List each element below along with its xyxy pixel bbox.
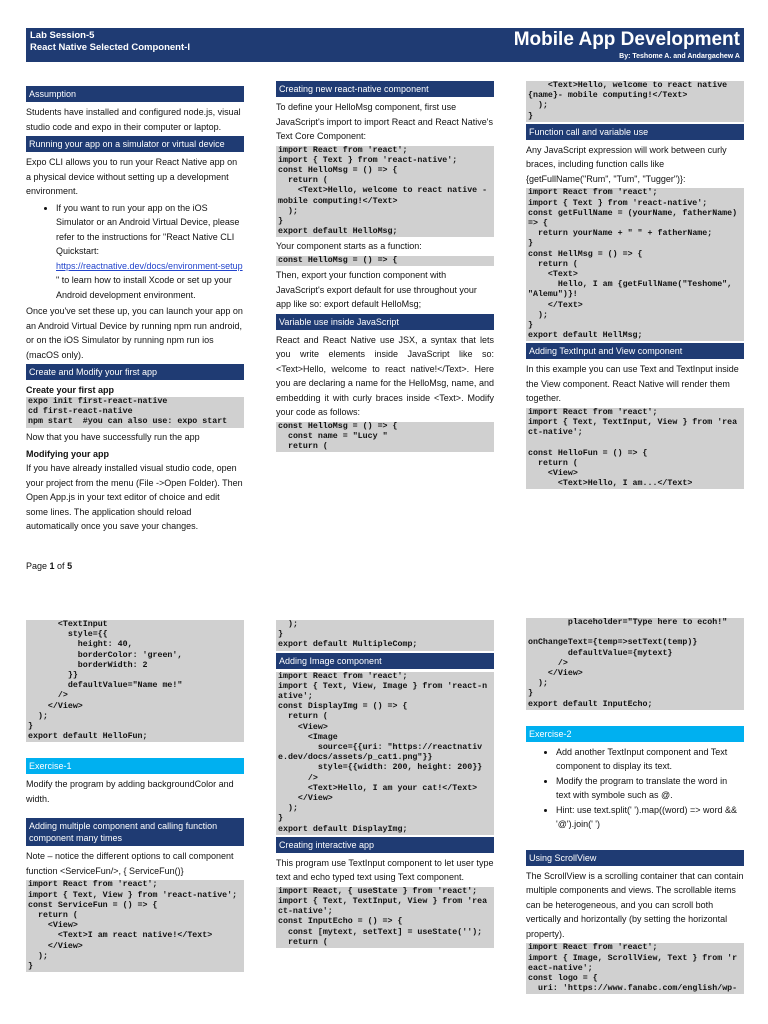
interactive-paragraph: This program use TextInput component to let user type text and echo typed text using Text component. <box>276 857 494 883</box>
environment-setup-link[interactable]: https://reactnative.dev/docs/environment-setup <box>56 260 243 271</box>
footer-current-page: 1 <box>49 561 55 571</box>
func-paragraph: Any JavaScript expression will work between curly braces, including function calls like {getFullName("Rum", "Tum", "Tugger")}: <box>526 144 727 184</box>
code-block-jsx-cont: <Text>Hello, welcome to react native {name}- mobile computing!</Text> ); } <box>526 81 744 122</box>
create-paragraph: Now that you have successfully run the app <box>26 431 200 442</box>
multiple-paragraph: Note – notice the different options to call component function <ServiceFun/>, { ServiceFun()} <box>26 851 234 876</box>
page-gap <box>0 576 768 600</box>
list-item: • Hint: use text.split(' ').map((word) => word && '@').join(' ') <box>556 803 744 832</box>
subhead-create-first: Create your first app <box>26 385 115 395</box>
section-image: Adding Image component <box>276 653 494 669</box>
code-block-func: import React from 'react'; import { Text } from 'react-native'; const getFullName = (yourName, fatherName) => { return yourName + " " + fatherName; } const HellMsg = () => { return ( <Text> Hello, I am {getFullName("Teshome", "Alemu")}! </Text> ); } export default HellMsg; <box>526 188 744 341</box>
section-scrollview: Using ScrollView <box>526 850 744 866</box>
topic-label: React Native Selected Component-I <box>30 42 190 53</box>
section-assumption: Assumption <box>26 86 244 102</box>
column-3 <box>526 81 744 491</box>
code-block-textinput-cont: <TextInput style={{ height: 40, borderColor: 'green', borderWidth: 2 }} defaultValue="Name me!" /> </View> ); } export default HelloFun; <box>26 620 244 742</box>
code-block-multiple-cont: ); } export default MultipleComp; <box>276 620 494 651</box>
code-block-image: import React from 'react'; import { Text, View, Image } from 'react-native'; const DisplayImg = () => { return ( <View> <Image source={{uri: "https://reactnative.dev/docs/assets/p_cat1.png"}} style={{width: 200, height: 200}} /> <Text>Hello, I am your cat!</Text> </View> ); } export default DisplayImg; <box>276 672 494 835</box>
list-item: • Add another TextInput component and Text component to display its text. <box>556 745 744 774</box>
section-interactive: Creating interactive app <box>276 837 494 853</box>
page-footer <box>26 561 72 571</box>
code-block-starts: const HelloMsg = () => { <box>276 256 494 266</box>
column-1 <box>26 86 244 536</box>
code-block-multiple: import React from 'react'; import { Text, View } from 'react-native'; const ServiceFun = () => { return ( <View> <Text>I am react native!</Text> </View> ); } <box>26 880 244 972</box>
export-paragraph: Then, export your function component with JavaScript's export default for use throughout your app like so: export default HelloMsg; <box>276 270 477 310</box>
section-variable-jsx: Variable use inside JavaScript <box>276 314 494 330</box>
define-paragraph: To define your HelloMsg component, first use JavaScript's import to import React and React Native's Text Core Component: <box>276 102 494 141</box>
page2-column-3 <box>526 618 744 996</box>
footer-prefix: Page <box>26 561 50 571</box>
scrollview-paragraph: The ScrollView is a scrolling container that can contain multiple components and views. The scrollable items can be heterogeneous, and you can scroll both vertically and horizontally (by setting the horizontal property). <box>526 870 744 939</box>
section-multiple: Adding multiple component and calling function component many times <box>26 818 244 846</box>
section-exercise-1: Exercise-1 <box>26 758 244 774</box>
page-header <box>26 28 744 62</box>
section-exercise-2: Exercise-2 <box>526 726 744 742</box>
jsx-paragraph: React and React Native use JSX, a syntax that lets you write elements inside JavaScript like so: <Text>Hello, welcome to react native!</Text>. Here you are declaring a name for the HelloMsg, name, and embedding it with curly braces inside <Text>. Modify your code as follows: <box>276 334 494 418</box>
code-block-create: expo init first-react-native cd first-react-native npm start #you can also use: expo start <box>26 397 244 428</box>
section-create-modify: Create and Modify your first app <box>26 364 244 380</box>
list-item <box>56 201 244 303</box>
assumption-paragraph: Students have installed and configured node.js, visual studio code and expo in their computer or laptop. <box>26 107 241 132</box>
course-title: Mobile App Development <box>513 29 740 50</box>
list-item: • Modify the program to translate the word in text with symbole such as @. <box>556 774 744 803</box>
code-block-jsx-start: const HelloMsg = () => { const name = "Lucy " return ( <box>276 422 494 453</box>
running-bullet-text-b: " to learn how to install Xcode or set up your Android development environment. <box>56 275 232 300</box>
column-2 <box>276 81 494 454</box>
code-block-interactive: import React, { useState } from 'react'; import { Text, TextInput, View } from 'react-native'; const InputEcho = () => { const [mytext, setText] = useState(''); return ( <box>276 887 494 948</box>
footer-mid: of <box>54 561 68 571</box>
textinput-paragraph: In this example you can use Text and TextInput inside the View component. React Native will render them together. <box>526 364 739 404</box>
starts-paragraph: Your component starts as a function: <box>276 241 422 252</box>
running-paragraph: Expo CLI allows you to run your React Native app on a physical device without setting up a development environment. <box>26 157 238 196</box>
code-block-hellomsg: import React from 'react'; import { Text } from 'react-native'; const HelloMsg = () => { return ( <Text>Hello, welcome to react native - mobile computing!</Text> ); } export default HelloMsg; <box>276 146 494 238</box>
code-block-textinput: import React from 'react'; import { Text, TextInput, View } from 'react-native'; const HelloFun = () => { return ( <View> <Text>Hello, I am...</Text> <box>526 408 744 490</box>
code-block-interactive-cont: placeholder="Type here to ecoh!" onChangeText={temp=>setText(temp)} defaultValue={mytext} /> </View> ); } export default InputEcho; <box>526 618 744 710</box>
running-bullet-text-a: If you want to run your app on the iOS Simulator or an Android Virtual Device, please refer to the instructions for "React Native CLI Quickstart: <box>56 202 240 256</box>
section-textinput-view: Adding TextInput and View component <box>526 343 744 359</box>
subhead-modifying: Modifying your app <box>26 449 109 460</box>
section-new-component: Creating new react-native component <box>276 81 494 97</box>
session-label: Lab Session-5 <box>30 30 95 41</box>
running-bullets <box>26 201 244 303</box>
modify-paragraph: If you have already installed visual studio code, open your project from the menu (File ->Open Folder). Then Open App.js in your text editor of choice and edit some lines. The application should reload automatically once you save your changes. <box>26 463 243 532</box>
authors-line: By: Teshome A. and Andargachew A <box>619 53 740 60</box>
code-block-scroll: import React from 'react'; import { Image, ScrollView, Text } from 'react-native'; const logo = { uri: 'https://www.fanabc.com/english/wp- <box>526 943 744 994</box>
exercise2-bullets <box>526 745 744 832</box>
page2-column-1 <box>26 620 244 974</box>
section-running: Running your app on a simulator or virtual device <box>26 136 244 152</box>
page2-column-2 <box>276 620 494 950</box>
section-function-call: Function call and variable use <box>526 124 744 140</box>
running-paragraph-2: Once you've set these up, you can launch your app on an Android Virtual Device by running npm run android, or on the iOS Simulator by running npm run ios (macOS only). <box>26 306 243 360</box>
footer-total-pages: 5 <box>67 561 73 571</box>
exercise1-paragraph: Modify the program by adding backgroundColor and width. <box>26 779 234 804</box>
